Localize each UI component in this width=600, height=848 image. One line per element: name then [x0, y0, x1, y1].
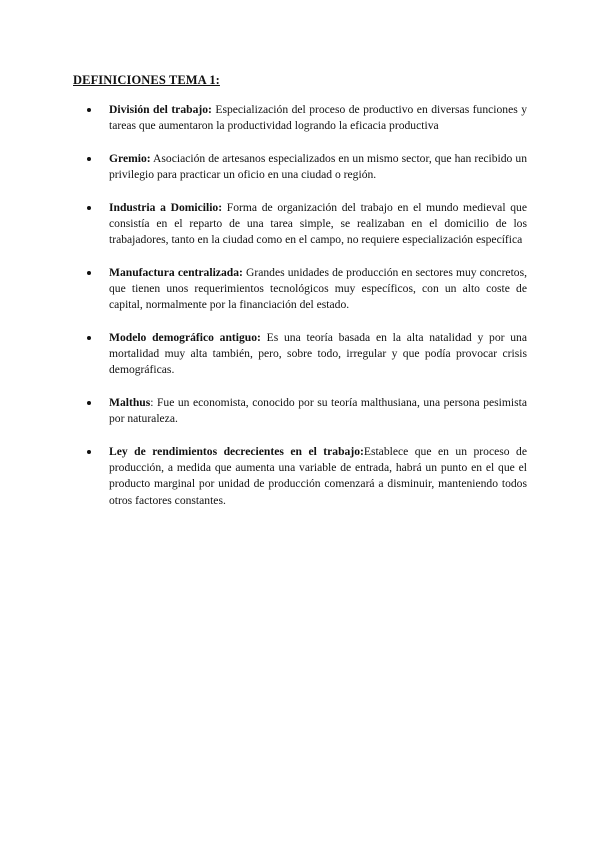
definition-item-industria-a-domicilio — [109, 200, 527, 249]
definition-item-manufactura-centralizada — [109, 265, 527, 314]
definition-text: Es una teoría basada en la alta natalidad y por una mortalidad muy alta también, pero, sobre todo, irregular y que podía provocar crisis demográficas. — [109, 331, 527, 377]
definition-text: : Fue un economista, conocido por su teoría malthusiana, una persona pesimista por naturaleza. — [109, 396, 527, 426]
definition-term: Malthus — [109, 396, 151, 410]
definition-term: División del trabajo: — [109, 103, 212, 116]
definition-text: Asociación de artesanos especializados en un mismo sector, que han recibido un privilegio para practicar un oficio en una ciudad o región. — [109, 151, 527, 182]
definition-term: Gremio: — [109, 151, 151, 165]
definition-item-gremio — [109, 151, 527, 183]
page-title: DEFINICIONES TEMA 1: — [73, 73, 220, 87]
definition-term: Industria a Domicilio: — [109, 200, 223, 214]
definition-term: Ley de rendimientos decrecientes en el trabajo: — [109, 445, 364, 459]
definition-text: Forma de organización del trabajo en el mundo medieval que consistía en el reparto de una tarea simple, se realizaban en el domicilio de los trabajadores, tanto en la ciudad como en el campo, no requiere especialización específica — [109, 200, 527, 247]
definition-item-ley-de-rendimientos-decrecientes — [109, 444, 527, 509]
definition-term: Modelo demográfico antiguo: — [109, 331, 261, 345]
definition-item-division-del-trabajo — [109, 102, 527, 134]
definition-item-malthus — [109, 395, 527, 427]
definitions-list — [109, 102, 527, 525]
definition-term: Manufactura centralizada: — [109, 265, 243, 279]
definition-text: Especialización del proceso de productivo en diversas funciones y tareas que aumentaron la productividad logrando la eficacia productiva — [109, 103, 527, 133]
definition-text: Establece que en un proceso de producción, a medida que aumenta una variable de entrada, habrá un punto en el que el producto marginal por unidad de producción comenzará a disminuir, manteniendo todos otros factores constantes. — [109, 445, 527, 507]
definition-item-modelo-demografico-antiguo — [109, 330, 527, 379]
definition-text: Grandes unidades de producción en sectores muy concretos, que tienen unos requerimientos tecnológicos muy específicos, con un alto coste de capital, normalmente por la financiación del estado. — [109, 265, 528, 312]
